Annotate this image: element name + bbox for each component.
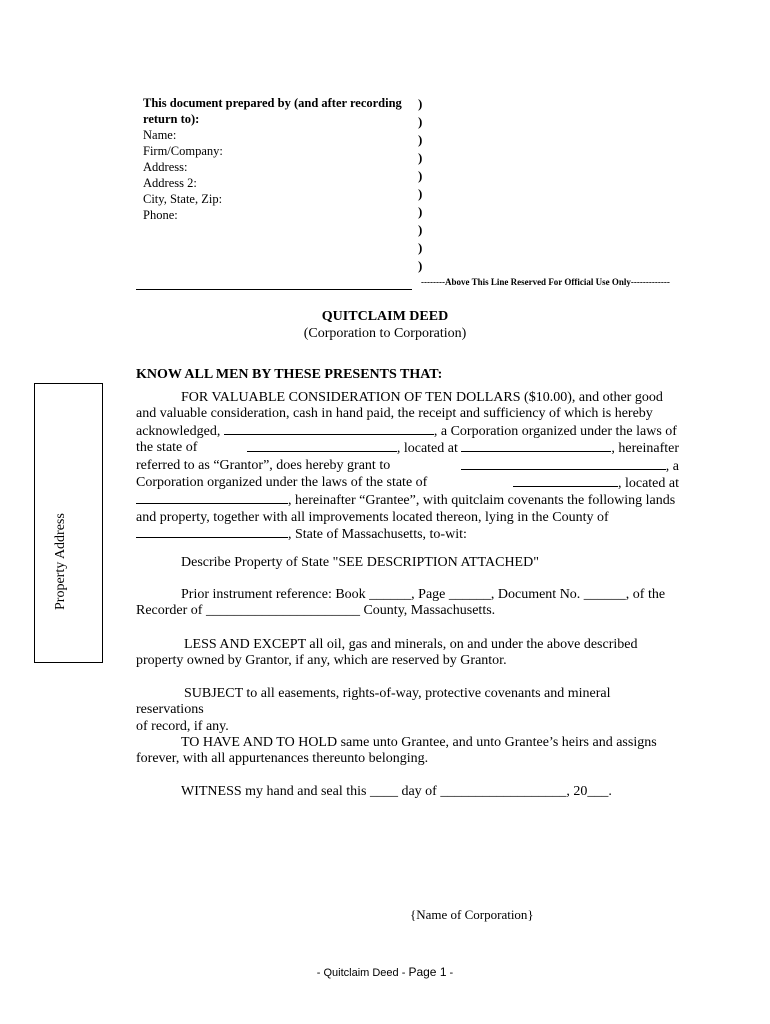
corporation-name-placeholder: {Name of Corporation}	[410, 907, 534, 922]
footer-page-number: Page 1	[408, 965, 447, 979]
consideration-line6	[136, 475, 679, 492]
know-all-heading: KNOW ALL MEN BY THESE PRESENTS THAT:	[136, 367, 443, 382]
grantee-location-blank[interactable]	[136, 492, 288, 504]
grantor-name-blank[interactable]	[224, 423, 434, 435]
less-except-line1: LESS AND EXCEPT all oil, gas and minerals, on and under the above described	[184, 637, 638, 652]
consideration-line8: and property, together with all improvements located thereon, lying in the County of	[136, 509, 609, 525]
preparer-city-label: City, State, Zip:	[143, 192, 223, 206]
state-of-text: the state of	[136, 440, 198, 456]
preparer-heading-line2: return to):	[143, 112, 200, 126]
located-at2-text: , located at	[617, 476, 679, 492]
prior-instrument-line2: Recorder of ______________________ County, Massachusetts.	[136, 603, 496, 619]
official-use-note: --------Above This Line Reserved For Official Use Only-------------	[421, 277, 670, 287]
consideration-line9	[136, 526, 679, 543]
describe-text: Describe Property of State "SEE DESCRIPTION ATTACHED"	[181, 555, 539, 570]
consideration-line3	[136, 423, 679, 440]
describe-paragraph	[136, 555, 679, 571]
preparer-phone-label: Phone:	[143, 208, 178, 222]
prior-instrument-paragraph	[136, 587, 679, 620]
less-except-line2: property owned by Grantor, if any, which are reserved by Grantor.	[136, 653, 507, 669]
habendum-line2: forever, with all appurtenances thereunto belonging.	[136, 751, 429, 767]
footer-text: - Quitclaim Deed -	[316, 967, 409, 979]
a-text: , a	[665, 458, 679, 474]
consideration-line4	[136, 440, 679, 457]
preparer-name-label: Name:	[143, 128, 177, 142]
grantee-state-blank[interactable]	[513, 475, 618, 487]
grantee-name-blank[interactable]	[461, 458, 666, 470]
referred-text: referred to as “Grantor”, does hereby grant to	[136, 457, 391, 473]
acknowledged-text: acknowledged,	[136, 423, 221, 439]
page-footer	[0, 965, 770, 979]
preparer-address-label: Address:	[143, 160, 188, 174]
corp-laws-text: , a Corporation organized under the laws of	[433, 423, 677, 439]
witness-line: WITNESS my hand and seal this ____ day of __________________, 20___.	[181, 784, 612, 799]
preparer-address2-label: Address 2:	[143, 176, 197, 190]
grantee-text: , hereinafter “Grantee”, with quitclaim covenants the following lands	[288, 493, 676, 509]
prior-instrument-line1: Prior instrument reference: Book ______, Page ______, Document No. ______, of the	[181, 587, 666, 602]
habendum-line1: TO HAVE AND TO HOLD same unto Grantee, and unto Grantee’s heirs and assigns	[181, 735, 657, 750]
habendum-paragraph	[136, 735, 679, 768]
consideration-line7	[136, 492, 679, 509]
preparer-block	[143, 95, 413, 223]
grantor-location-blank[interactable]	[461, 440, 611, 452]
witness-paragraph	[136, 784, 679, 800]
preparer-heading-line1: This document prepared by (and after recording	[143, 96, 402, 110]
bracket-column: ) ) ) ) ) ) ) ) ) )	[418, 96, 423, 273]
subject-paragraph	[136, 686, 679, 735]
located-at-text: , located at	[396, 441, 458, 457]
consideration-line2: and valuable consideration, cash in hand paid, the receipt and sufficiency of which is hereby	[136, 406, 653, 422]
hereinafter-text: , hereinafter	[611, 441, 679, 457]
recording-divider-line	[136, 289, 412, 290]
preparer-heading	[143, 95, 413, 127]
consideration-line5	[136, 458, 679, 475]
less-except-paragraph	[136, 637, 679, 670]
state-ma-text: , State of Massachusetts, to-wit:	[288, 527, 467, 543]
subject-line1: SUBJECT to all easements, rights-of-way, protective covenants and mineral reservations	[136, 686, 611, 718]
preparer-firm-label: Firm/Company:	[143, 144, 223, 158]
footer-end: -	[446, 967, 454, 979]
property-address-label: Property Address	[53, 513, 68, 610]
document-title: QUITCLAIM DEED	[321, 309, 449, 324]
county-blank[interactable]	[136, 526, 288, 538]
corporation-organized-text: Corporation organized under the laws of the state of	[136, 475, 428, 491]
subject-line2: of record, if any.	[136, 718, 229, 734]
grantor-state-blank[interactable]	[247, 440, 397, 452]
consideration-paragraph	[136, 390, 679, 544]
document-subtitle: (Corporation to Corporation)	[303, 326, 467, 341]
consideration-line1: FOR VALUABLE CONSIDERATION OF TEN DOLLARS ($10.00), and other good	[181, 390, 663, 405]
